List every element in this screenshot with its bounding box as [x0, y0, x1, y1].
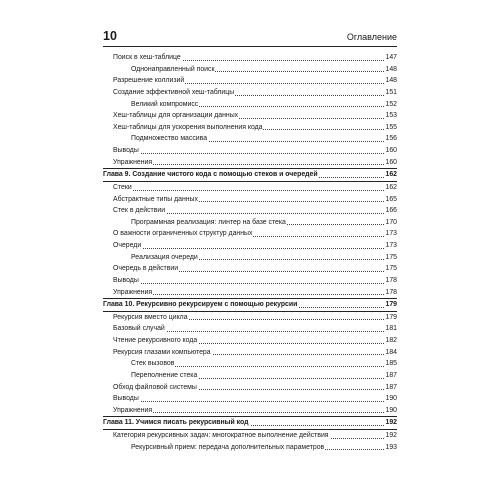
toc-entry-page: 179 — [384, 312, 397, 324]
toc-leader-dots — [113, 153, 384, 154]
toc-leader-dots — [113, 412, 384, 413]
toc-entry — [103, 99, 397, 111]
toc-entry-page: 182 — [384, 335, 397, 347]
toc-entry — [103, 64, 397, 76]
toc-entry — [103, 323, 397, 335]
toc-entry-page: 166 — [384, 205, 397, 217]
toc-entry-page: 153 — [384, 110, 397, 122]
toc-entry-title: Выводы — [113, 275, 140, 287]
toc-entry-page: 179 — [384, 299, 397, 311]
toc-entry-page: 190 — [384, 393, 397, 405]
toc-chapter-entry — [103, 298, 397, 312]
toc-entry-page: 162 — [384, 169, 397, 181]
toc-entry — [103, 405, 397, 417]
toc-entry-title: Поиск в хеш-таблице — [113, 52, 182, 64]
toc-entry-title: Глава 11. Учимся писать рекурсивный код — [103, 417, 250, 429]
toc-entry-page: 181 — [384, 323, 397, 335]
toc-entry-title: Абстрактные типы данных — [113, 194, 199, 206]
toc-entry-title: Программная реализация: линтер на базе стека — [131, 217, 287, 229]
toc-entry — [103, 75, 397, 87]
toc-entry-title: Хеш-таблицы для ускорения выполнения кода — [113, 122, 263, 134]
toc-entry-title: Однонаправленный поиск — [131, 64, 215, 76]
toc-entry — [103, 133, 397, 145]
toc-entry — [103, 263, 397, 275]
toc-entry — [103, 205, 397, 217]
toc-leader-dots — [113, 190, 384, 191]
toc-entry-page: 178 — [384, 287, 397, 299]
toc-entry — [103, 335, 397, 347]
toc-entry — [103, 122, 397, 134]
toc-entry-page: 156 — [384, 133, 397, 145]
toc-entry-page: 147 — [384, 52, 397, 64]
toc-entry-title: Рекурсия вместо цикла — [113, 312, 189, 324]
toc-entry — [103, 240, 397, 252]
toc-entry — [103, 145, 397, 157]
toc-entry-title: Стек в действии — [113, 205, 166, 217]
toc-entry-page: 184 — [384, 347, 397, 359]
toc-entry-title: Реализация очереди — [131, 252, 199, 264]
toc-entry-page: 155 — [384, 122, 397, 134]
toc-entry-page: 192 — [384, 430, 397, 442]
page-header — [103, 24, 397, 47]
toc-entry-title: Очереди — [113, 240, 142, 252]
toc-entry-title: Глава 10. Рекурсивно рекурсируем с помощью рекурсии — [103, 299, 298, 311]
toc-entry-page: 148 — [384, 64, 397, 76]
toc-entry — [103, 182, 397, 194]
toc-entry-title: Базовый случай — [113, 323, 166, 335]
toc-entry-page: 152 — [384, 99, 397, 111]
toc-entry-title: Выводы — [113, 393, 140, 405]
toc-entry-page: 160 — [384, 145, 397, 157]
toc-entry-title: Чтение рекурсивного кода — [113, 335, 198, 347]
toc-entry-page: 193 — [384, 442, 397, 454]
toc-entry-page: 165 — [384, 194, 397, 206]
toc-entry-title: Упражнения — [113, 287, 153, 299]
toc-entry-page: 185 — [384, 358, 397, 370]
toc-entry — [103, 52, 397, 64]
toc-entry-title: О важности ограниченных структур данных — [113, 228, 253, 240]
toc-entry-title: Обход файловой системы — [113, 382, 198, 394]
toc-entry — [103, 312, 397, 324]
page-number: 10 — [103, 29, 117, 43]
toc-entry — [103, 442, 397, 454]
toc-entry-title: Очередь в действии — [113, 263, 179, 275]
toc-entry — [103, 370, 397, 382]
toc-entry — [103, 87, 397, 99]
toc-entry-title: Глава 9. Создание чистого кода с помощью стеков и очередей — [103, 169, 319, 181]
toc-entry — [103, 157, 397, 169]
toc-entry-title: Разрешение коллизий — [113, 75, 185, 87]
toc-entry-page: 151 — [384, 87, 397, 99]
toc-entry — [103, 275, 397, 287]
toc-entry-page: 192 — [384, 417, 397, 429]
toc-chapter-entry — [103, 416, 397, 430]
toc-leader-dots — [113, 283, 384, 284]
toc-entry-title: Рекурсия глазами компьютера — [113, 347, 212, 359]
toc-leader-dots — [113, 248, 384, 249]
toc-entry-page: 190 — [384, 405, 397, 417]
toc-chapter-entry — [103, 168, 397, 182]
toc-entry-page: 175 — [384, 252, 397, 264]
toc-entry — [103, 382, 397, 394]
toc-entry-title: Рекурсивный прием: передача дополнительных параметров — [131, 442, 325, 454]
toc-entry-page: 187 — [384, 382, 397, 394]
table-of-contents — [103, 52, 397, 453]
toc-entry-page: 178 — [384, 275, 397, 287]
toc-entry — [103, 228, 397, 240]
toc-entry-title: Стеки — [113, 182, 133, 194]
toc-entry-page: 162 — [384, 182, 397, 194]
toc-entry — [103, 347, 397, 359]
toc-entry — [103, 287, 397, 299]
toc-entry-title: Упражнения — [113, 157, 153, 169]
toc-entry-title: Великий компромисс — [131, 99, 199, 111]
toc-entry-title: Создание эффективной хеш-таблицы — [113, 87, 235, 99]
toc-entry-title: Упражнения — [113, 405, 153, 417]
toc-entry — [103, 252, 397, 264]
toc-entry — [103, 358, 397, 370]
toc-entry — [103, 194, 397, 206]
running-title: Оглавление — [346, 32, 397, 42]
toc-entry-title: Хеш-таблицы для организации данных — [113, 110, 239, 122]
toc-entry-page: 187 — [384, 370, 397, 382]
toc-entry — [103, 393, 397, 405]
toc-leader-dots — [113, 401, 384, 402]
toc-entry-page: 160 — [384, 157, 397, 169]
toc-entry-page: 148 — [384, 75, 397, 87]
toc-entry-page: 173 — [384, 240, 397, 252]
toc-entry — [103, 110, 397, 122]
toc-leader-dots — [113, 294, 384, 295]
toc-entry-title: Переполнение стека — [131, 370, 198, 382]
toc-entry-page: 173 — [384, 228, 397, 240]
toc-entry-title: Выводы — [113, 145, 140, 157]
toc-leader-dots — [113, 164, 384, 165]
toc-entry — [103, 430, 397, 442]
toc-entry-page: 170 — [384, 217, 397, 229]
toc-entry-title: Подмножество массива — [131, 133, 208, 145]
toc-entry-title: Категория рекурсивных задач: многократное выполнение действия — [113, 430, 330, 442]
toc-entry — [103, 217, 397, 229]
toc-entry-page: 175 — [384, 263, 397, 275]
toc-entry-title: Стек вызовов — [131, 358, 175, 370]
